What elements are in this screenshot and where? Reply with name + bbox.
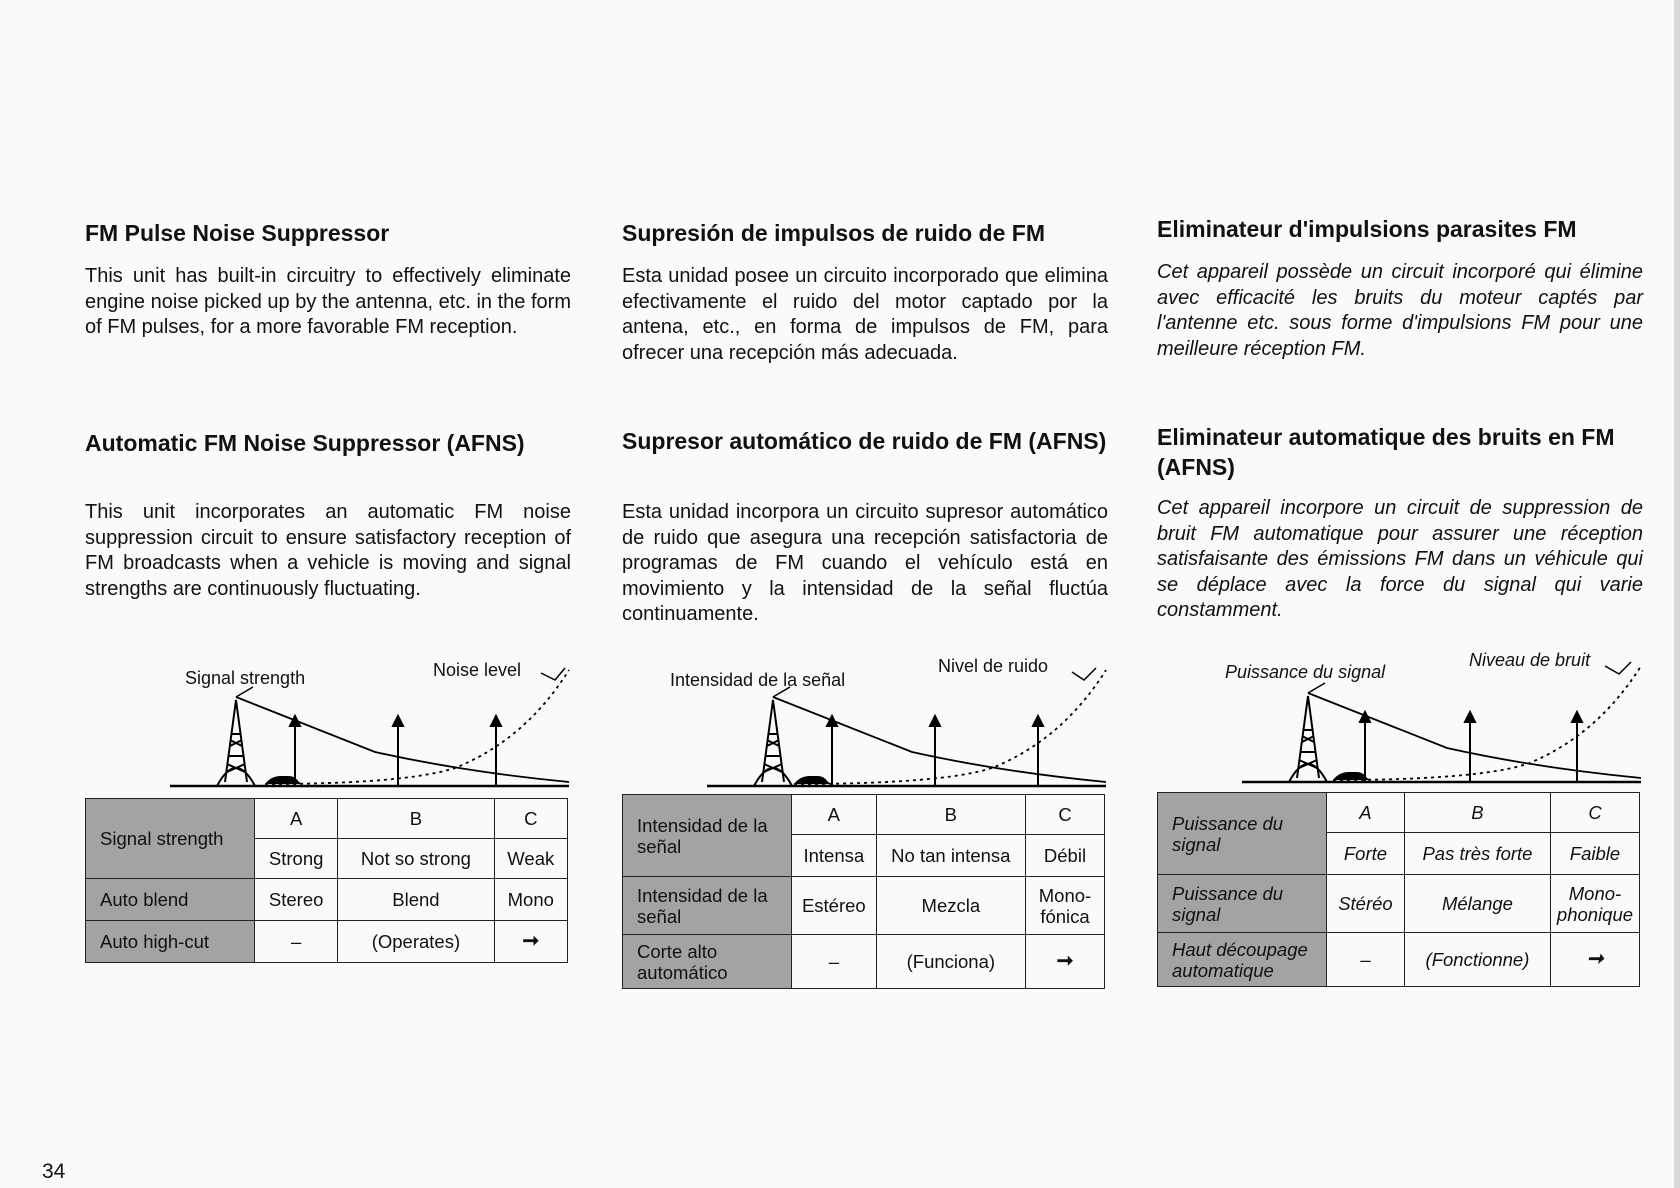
afns-table [1157, 792, 1640, 987]
signal-strength-curve [1308, 693, 1641, 778]
row-header-signal-strength: Signal strength [86, 799, 255, 879]
blend-c-cell: Mono-phonique [1551, 875, 1640, 933]
strength-a-cell: Forte [1327, 833, 1405, 875]
car-icon [794, 776, 832, 784]
blend-b-cell: Mélange [1404, 875, 1550, 933]
section-paragraph-pulse-noise: Cet appareil possède un circuit incorporé qui élimine avec efficacité les bruits du moteur captés par l'antenne etc. sous forme d'impulsions FM pour une meilleure réception FM. [1157, 261, 1643, 360]
section-paragraph-afns: Esta unidad incorpora un circuito supresor automático de ruido que asegura una recepción satisfactoria de programas de FM cuando el vehículo está en movimiento y la intensidad de la señal fluctúa continuamente. [622, 501, 1108, 625]
strength-b-cell: Pas très forte [1404, 833, 1550, 875]
row-header-auto-blend: Puissance du signal [1158, 875, 1327, 933]
section-paragraph-pulse-noise: Esta unidad posee un circuito incorporado que elimina efectivamente el ruido del motor captado por la antena, etc., en forma de impulsos de FM, para ofrecer una recepción más adecuada. [622, 265, 1108, 364]
section-paragraph-afns: Cet appareil incorpore un circuit de suppression de bruit FM automatique pour assurer une réception satisfaisante des émissions FM dans un véhicule qui se déplace avec la force du signal qui varie constamment. [1157, 497, 1643, 621]
signal-strength-label: Intensidad de la señal [670, 670, 846, 690]
column-header-b: B [1404, 793, 1550, 833]
strength-c-cell: Faible [1551, 833, 1640, 875]
row-header-signal-strength: Puissance du signal [1158, 793, 1327, 875]
blend-c-cell: Mono [494, 879, 567, 921]
row-header-auto-blend: Auto blend [86, 879, 255, 921]
signal-strength-label: Puissance du signal [1225, 662, 1386, 682]
highcut-b-cell: (Fonctionne) [1404, 933, 1550, 987]
row-header-auto-high-cut: Corte alto automático [623, 935, 792, 989]
row-header-signal-strength: Intensidad de la señal [623, 795, 792, 877]
afns-table [622, 794, 1105, 989]
row-header-auto-blend: Intensidad de la señal [623, 877, 792, 935]
antenna-tower-icon [217, 700, 255, 786]
noise-label-pointer [1605, 662, 1631, 674]
highcut-arrow-icon: ➞ [1026, 935, 1105, 989]
strength-a-cell: Strong [255, 839, 338, 879]
highcut-b-cell: (Operates) [338, 921, 494, 963]
section-heading-afns: Eliminateur automatique des bruits en FM (AFNS) [1157, 424, 1615, 480]
highcut-b-cell: (Funciona) [876, 935, 1025, 989]
noise-level-label: Nivel de ruido [938, 656, 1049, 676]
column-header-b: B [338, 799, 494, 839]
antenna-tower-icon [1289, 696, 1327, 782]
page-edge-shadow [1674, 0, 1680, 1188]
blend-a-cell: Stéréo [1327, 875, 1405, 933]
noise-level-curve [1333, 666, 1641, 780]
strength-b-cell: No tan intensa [876, 835, 1025, 877]
section-paragraph-afns: This unit incorporates an automatic FM noise suppression circuit to ensure satisfactory reception of FM broadcasts when a vehicle is moving and signal strengths are continuously fluctuating. [85, 501, 571, 600]
column-header-a: A [1327, 793, 1405, 833]
blend-a-cell: Stereo [255, 879, 338, 921]
section-paragraph-pulse-noise: This unit has built-in circuitry to effectively eliminate engine noise picked up by the antenna, etc. in the form of FM pulses, for a more favorable FM reception. [85, 265, 571, 338]
noise-label-pointer [1072, 668, 1096, 680]
highcut-a-cell: – [255, 921, 338, 963]
signal-label-pointer [1308, 683, 1325, 693]
noise-label-pointer [541, 668, 565, 680]
column-header-a: A [255, 799, 338, 839]
page-number: 34 [42, 1160, 66, 1183]
strength-c-cell: Weak [494, 839, 567, 879]
column-header-c: C [1551, 793, 1640, 833]
noise-level-label: Niveau de bruit [1469, 650, 1591, 670]
section-heading-pulse-noise: FM Pulse Noise Suppressor [85, 220, 390, 246]
highcut-arrow-icon: ➞ [1551, 933, 1640, 987]
antenna-tower-icon [754, 700, 792, 786]
position-marker-arrows [1360, 712, 1582, 782]
strength-c-cell: Débil [1026, 835, 1105, 877]
section-heading-pulse-noise: Supresión de impulsos de ruido de FM [622, 220, 1045, 246]
section-heading-afns: Automatic FM Noise Suppressor (AFNS) [85, 430, 525, 456]
column-header-c: C [1026, 795, 1105, 835]
blend-b-cell: Mezcla [876, 877, 1025, 935]
position-marker-arrows [827, 716, 1043, 786]
afns-table [85, 798, 568, 963]
blend-c-cell: Mono-fónica [1026, 877, 1105, 935]
strength-b-cell: Not so strong [338, 839, 494, 879]
blend-b-cell: Blend [338, 879, 494, 921]
car-icon [265, 776, 303, 784]
signal-noise-diagram [1157, 646, 1643, 796]
row-header-auto-high-cut: Auto high-cut [86, 921, 255, 963]
section-heading-afns: Supresor automático de ruido de FM (AFNS) [622, 428, 1107, 454]
position-marker-arrows [290, 716, 501, 786]
highcut-arrow-icon: ➞ [494, 921, 567, 963]
column-header-b: B [876, 795, 1025, 835]
highcut-a-cell: – [792, 935, 877, 989]
signal-noise-diagram [622, 650, 1108, 800]
signal-strength-label: Signal strength [185, 668, 306, 688]
strength-a-cell: Intensa [792, 835, 877, 877]
row-header-auto-high-cut: Haut découpage automatique [1158, 933, 1327, 987]
section-heading-pulse-noise: Eliminateur d'impulsions parasites FM [1157, 216, 1577, 242]
blend-a-cell: Estéreo [792, 877, 877, 935]
highcut-a-cell: – [1327, 933, 1405, 987]
signal-strength-curve [773, 697, 1106, 782]
column-header-c: C [494, 799, 567, 839]
signal-strength-curve [236, 697, 569, 782]
column-header-a: A [792, 795, 877, 835]
signal-noise-diagram [85, 650, 571, 800]
noise-level-label: Noise level [433, 660, 522, 680]
